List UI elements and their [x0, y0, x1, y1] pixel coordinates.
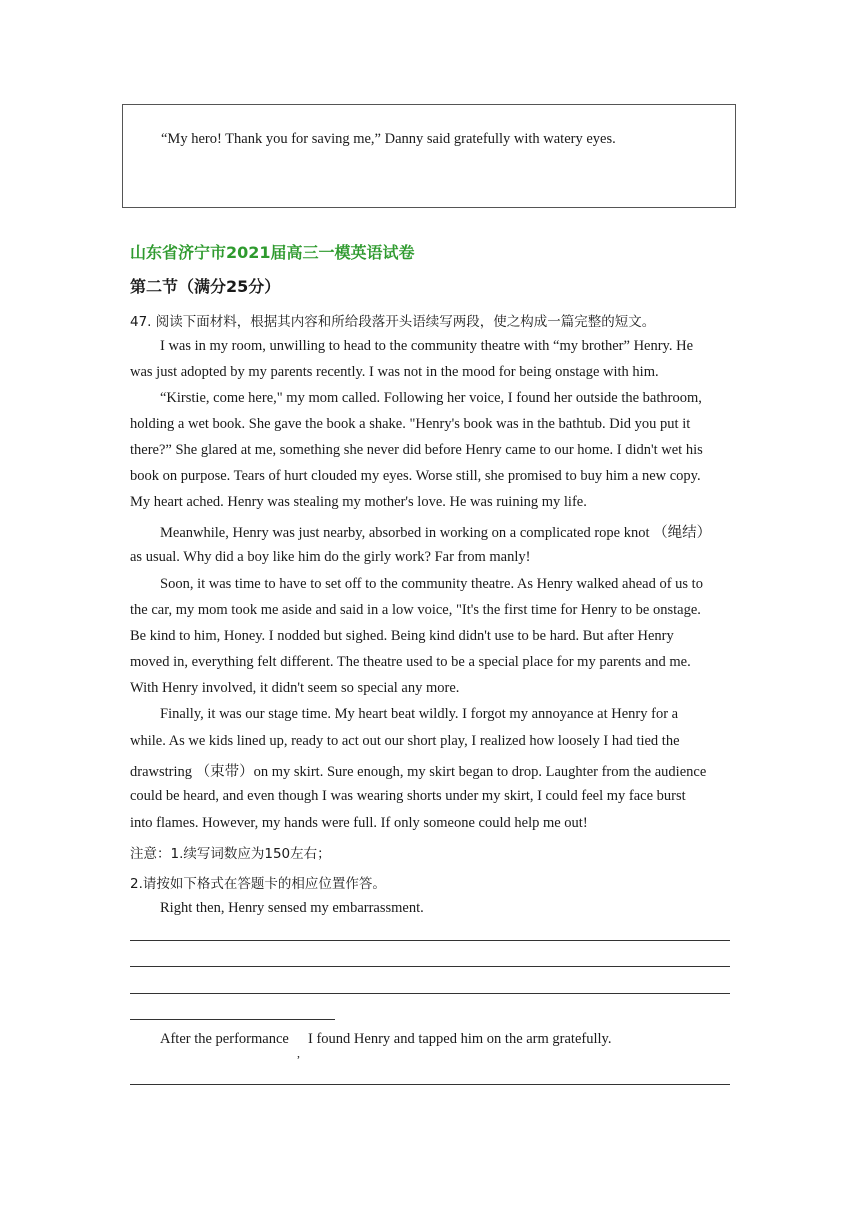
passage-line: Be kind to him, Honey. I nodded but sighed. Being kind didn't use to be hard. But after Henry: [130, 628, 674, 644]
passage-line: as usual. Why did a boy like him do the girly work? Far from manly!: [130, 549, 531, 565]
passage-line: drawstring （束带）on my skirt. Sure enough, my skirt began to drop. Laughter from the audience: [130, 764, 707, 780]
note-line: 2.请按如下格式在答题卡的相应位置作答。: [130, 876, 386, 892]
paragraph1-start: Right then, Henry sensed my embarrassment.: [160, 900, 424, 916]
question-prompt: 47. 阅读下面材料，根据其内容和所给段落开头语续写两段，使之构成一篇完整的短文。: [130, 314, 656, 330]
passage-line: moved in, everything felt different. The theatre used to be a special place for my parents and me.: [130, 654, 691, 670]
answer-line: [130, 1019, 335, 1020]
passage-line: My heart ached. Henry was stealing my mother's love. He was ruining my life.: [130, 494, 587, 510]
paragraph2-start-b: I found Henry and tapped him on the arm gratefully.: [308, 1031, 612, 1047]
passage-line: holding a wet book. She gave the book a shake. "Henry's book was in the bathtub. Did you put it: [130, 416, 691, 432]
answer-line: [130, 993, 730, 994]
source-title: 山东省济宁市2021届高三一模英语试卷: [130, 243, 415, 262]
section-title: 第二节（满分25分）: [130, 277, 281, 296]
passage-line: I was in my room, unwilling to head to the community theatre with “my brother” Henry. He: [160, 338, 694, 354]
note-line: 注意：1.续写词数应为150左右；: [130, 846, 331, 862]
answer-line: [130, 966, 730, 967]
passage-line: there?” She glared at me, something she never did before Henry came to our home. I didn't wet his: [130, 442, 703, 458]
box-text: “My hero! Thank you for saving me,” Danny said gratefully with watery eyes.: [161, 131, 616, 147]
passage-line: while. As we kids lined up, ready to act out our short play, I realized how loosely I had tied the: [130, 733, 680, 749]
passage-line: Meanwhile, Henry was just nearby, absorbed in working on a complicated rope knot （绳结）: [160, 525, 712, 541]
passage-line: book on purpose. Tears of hurt clouded my eyes. Worse still, she promised to buy him a new copy.: [130, 468, 701, 484]
answer-line: [130, 940, 730, 941]
continuation-box: [122, 104, 736, 208]
passage-line: Finally, it was our stage time. My heart beat wildly. I forgot my annoyance at Henry for a: [160, 706, 679, 722]
paragraph2-comma: ,: [297, 1046, 300, 1060]
passage-line: was just adopted by my parents recently. I was not in the mood for being onstage with him.: [130, 364, 659, 380]
passage-line: With Henry involved, it didn't seem so special any more.: [130, 680, 460, 696]
answer-line: [130, 1084, 730, 1085]
passage-line: Soon, it was time to have to set off to the community theatre. As Henry walked ahead of us to: [160, 576, 703, 592]
passage-line: the car, my mom took me aside and said in a low voice, "It's the first time for Henry to be onstage.: [130, 602, 701, 618]
paragraph2-start-a: After the performance: [160, 1031, 289, 1047]
passage-line: could be heard, and even though I was wearing shorts under my skirt, I could feel my face burst: [130, 788, 686, 804]
passage-line: “Kirstie, come here," my mom called. Following her voice, I found her outside the bathroom,: [160, 390, 702, 406]
passage-line: into flames. However, my hands were full. If only someone could help me out!: [130, 815, 588, 831]
